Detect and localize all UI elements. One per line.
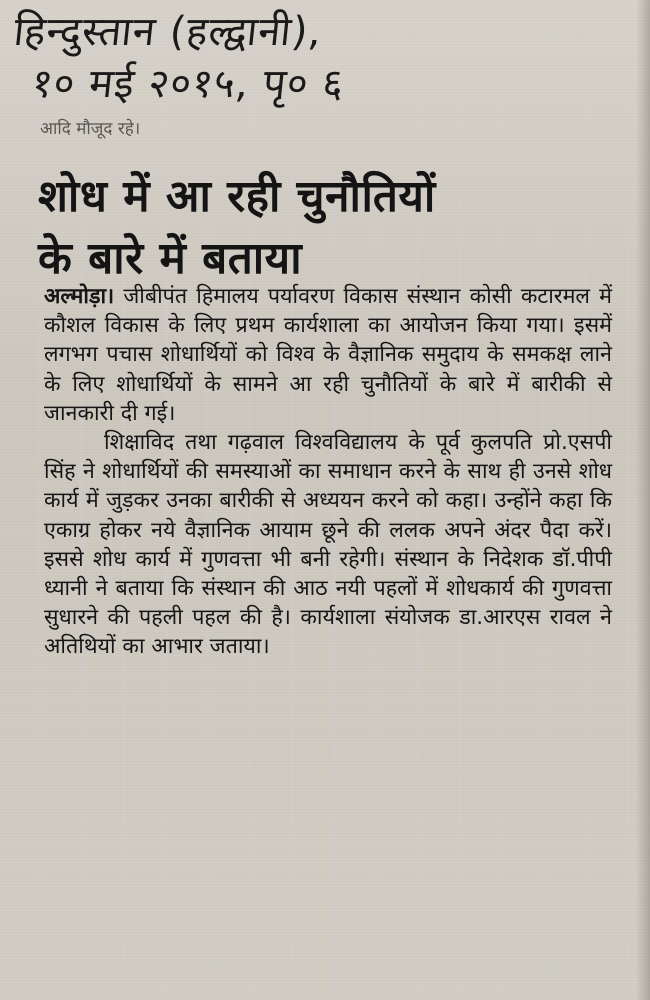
headline [38,166,628,290]
paragraph-1-text: जीबीपंत हिमालय पर्यावरण विकास संस्थान कोसी कटारमल में कौशल विकास के लिए प्रथम कार्यशाला का आयोजन किया गया। इसमें लगभग पचास शोधार्थियों को विश्व के वैज्ञानिक समुदाय के समकक्ष लाने के लिए शोधार्थियों के सामने आ रही चुनौतियों के बारे में बारीकी से जानकारी दी गई। [44,284,612,426]
headline-line-2: के बारे में बताया [38,233,303,284]
previous-article-fragment: आदि मौजूद रहे। [40,119,141,139]
handwritten-source-note [8,6,638,118]
page-edge-shadow [636,0,650,1000]
article-paragraph-2: शिक्षाविद तथा गढ़वाल विश्वविद्यालय के पूर्व कुलपति प्रो.एसपी सिंह ने शोधार्थियों की समस्याओं का समाधान करने के साथ ही उनसे शोध कार्य में जुड़कर उनका बारीकी से अध्ययन करने को कहा। उन्होंने कहा कि एकाग्र होकर नये वैज्ञानिक आयाम छूने की ललक अपने अंदर पैदा करें। इससे शोध कार्य में गुणवत्ता भी बनी रहेगी। संस्थान के निदेशक डॉ.पीपी ध्यानी ने बताया कि संस्थान की आठ नयी पहलों में शोधकार्य की गुणवत्ता सुधारने की पहली पहल की है। कार्यशाला संयोजक डा.आरएस रावल ने अतिथियों का आभार जताया। [44,430,612,660]
article-body [44,282,612,662]
headline-line-1: शोध में आ रही चुनौतियों [38,171,436,222]
handwritten-date-page: १० मई २०१५, पृ० ६ [29,61,347,107]
handwritten-publication: हिन्दुस्तान (हल्द्वानी), [11,9,325,55]
article-paragraph-1 [44,282,612,428]
dateline: अल्मोड़ा। [44,284,115,309]
